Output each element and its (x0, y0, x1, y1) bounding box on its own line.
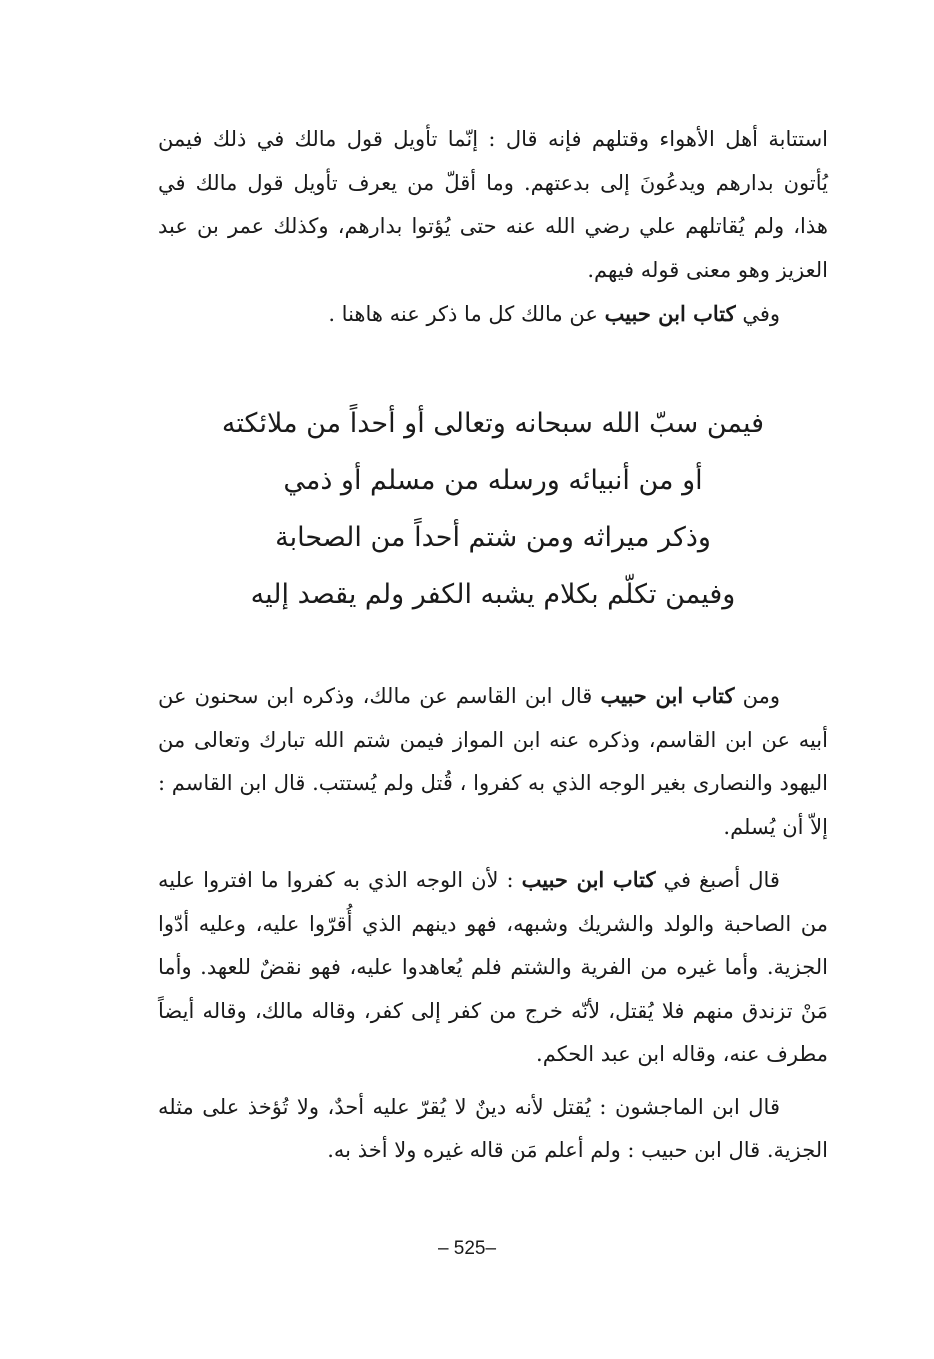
paragraph-3-book-title: كتاب ابن حبيب (600, 683, 735, 708)
paragraph-4-book-title: كتاب ابن حبيب (521, 867, 656, 892)
paragraph-1 (158, 118, 828, 292)
paragraph-1-text: استتابة أهل الأهواء وقتلهم فإنه قال : إنّما تأويل قول مالك في ذلك فيمن يُأتون بدارهم ويدعُونَ إلى بدعتهم. وما أقلّ من يعرف تأويل قول مالك في هذا، ولم يُقاتلهم علي رضي الله عنه حتى يُؤتوا بدارهم، وكذلك عمر بن عبد العزيز وهو معنى قوله فيهم. (158, 127, 828, 282)
section-heading (158, 395, 828, 623)
paragraph-4 (158, 858, 828, 1077)
page-body-bottom (158, 674, 828, 1173)
paragraph-4-pre: قال أصبغ في (655, 868, 780, 892)
paragraph-gap (158, 849, 828, 858)
heading-line-3: وذكر ميراثه ومن شتم أحداً من الصحابة (275, 522, 711, 553)
paragraph-3-pre: ومن (734, 684, 780, 708)
page-body-top (158, 118, 828, 337)
heading-line-1: فيمن سبّ الله سبحانه وتعالى أو أحداً من ملائكته (221, 408, 765, 439)
paragraph-3 (158, 674, 828, 849)
heading-line-2: أو من أنبيائه ورسله من مسلم أو ذمي (283, 465, 703, 496)
paragraph-gap (158, 1077, 828, 1086)
heading-line-4: وفيمن تكلّم بكلام يشبه الكفر ولم يقصد إليه (250, 579, 736, 610)
paragraph-5-text: قال ابن الماجشون : يُقتل لأنه دينٌ لا يُقرّ عليه أحدٌ، ولا تُؤخذ على مثله الجزية. قال ابن حبيب : ولم أعلم مَن قاله غيره ولا أخذ به. (158, 1094, 828, 1162)
paragraph-2-book-title: كتاب ابن حبيب (604, 301, 736, 326)
paragraph-3-post: قال ابن القاسم عن مالك، وذكره ابن سحنون عن أبيه عن ابن القاسم، وذكره عنه ابن المواز فيمن شتم الله تبارك وتعالى من اليهود والنصارى بغير الوجه الذي به كفروا ، قُتل ولم يُستتب. قال ابن القاسم : إلاّ أن يُسلم. (158, 684, 828, 839)
page-number: – 525– (437, 1238, 497, 1259)
paragraph-2-pre: وفي (735, 302, 780, 326)
paragraph-5 (158, 1086, 828, 1173)
paragraph-2 (158, 292, 828, 337)
paragraph-4-post: : لأن الوجه الذي به كفروا ما افتروا عليه من الصاحبة والولد والشريك وشبهه، فهو دينهم الذي أُقرّوا عليه، وعليه أدّوا الجزية. وأما غيره من الفرية والشتم فلم يُعاهدوا عليه، فهو نقضٌ للعهد. وأما مَنْ تزندق منهم فلا يُقتل، لأنّه خرج من كفر إلى كفر، وقاله مالك، وقاله أيضاً مطرف عنه، وقاله ابن عبد الحكم. (158, 868, 828, 1066)
paragraph-2-post: عن مالك كل ما ذكر عنه هاهنا . (328, 302, 605, 326)
